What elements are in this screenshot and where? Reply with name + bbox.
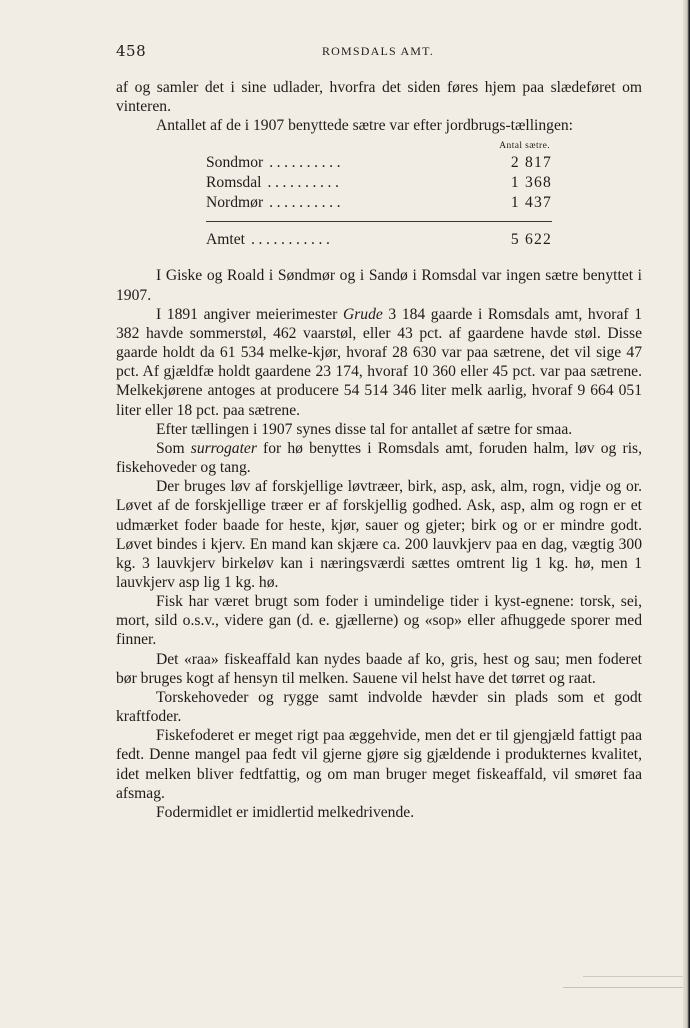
page-edge-shadow [683, 0, 690, 1028]
paragraph-fiskeaffald: Det «raa» fiskeaffald kan nydes baade af ko, gris, hest og sau; men foderet bør bruges kogt af hensyn til melken. Sauene vil helst have det tørret og raat. [116, 650, 642, 687]
row-leader: .......... [269, 194, 345, 212]
row-value: 2 817 [510, 154, 552, 172]
page-body [116, 78, 642, 822]
row-value: 1 437 [510, 194, 552, 212]
row-leader: .......... [269, 154, 345, 172]
intro-paragraph-continuation: af og samler det i sine udlader, hvorfra det siden føres hjem paa slædeføret om vinteren. [116, 79, 642, 116]
text-run: I 1891 angiver meierimester [156, 305, 343, 323]
paragraph-tallingen-1907: Efter tællingen i 1907 synes disse tal for antallet af sætre for smaa. [156, 420, 573, 438]
row-name: Nordmør [206, 194, 264, 212]
page-number: 458 [116, 42, 147, 60]
paragraph-torskehoveder: Torskehoveder og rygge samt indvolde hævder sin plads som et godt kraftfoder. [116, 688, 642, 726]
row-value: 1 368 [510, 174, 552, 192]
paragraph-giske: I Giske og Roald i Søndmør og i Sandø i Romsdal var ingen sætre benyttet i 1907. [116, 267, 642, 304]
total-leader: ........... [250, 231, 334, 249]
intro-paragraph-count: Antallet af de i 1907 benyttede sætre var efter jordbrugs-tællingen: [156, 117, 574, 135]
total-value: 5 622 [510, 231, 552, 249]
paragraph-lov: Der bruges løv af forskjellige løvtræer, birk, asp, ask, alm, rogn, vidje og or. Løvet af de forskjellige træer er af forskjellig godhed. Ask, asp, alm og rogn er et udmærket foder baade for heste, kjør, sauer og gjeter; birk og or er mindre godt. Løvet bindes i kjerv. En mand kan skjære ca. 200 lauvkjerv paa en dag, vægtig 300 kg. 3 lauvkjerv birkeløv kan i næringsværdi sættes omtrent lig 1 kg. hø, men 1 lauvkjerv asp lig 1 kg. hø. [116, 478, 642, 591]
text-run: Som [156, 439, 191, 457]
table-row [206, 193, 552, 213]
page-header [116, 42, 640, 62]
total-name: Amtet [206, 231, 245, 249]
table-row [206, 153, 552, 173]
text-run: for hø benyttes i Romsdals amt, foruden halm, løv og ris, fiskehoveder og tang. [116, 439, 642, 477]
author-name: Grude [342, 305, 383, 323]
paragraph-fisk: Fisk har været brugt som foder i umindelige tider i kyst-egnene: torsk, sei, mort, sild o.s.v., videre gan (d. e. gjællerne) og «sop» eller afhuggede sporer med finner. [116, 593, 642, 649]
text-run: 3 184 gaarde i Romsdals amt, hvoraf 1 382 havde sommerstøl, 462 vaarstøl, eller 43 pct. af gaardene havde støl. Disse gaarde holdt da 61 534 melke-kjør, hvoraf 28 630 var paa sætrene, det vil sige 47 pct. Af gjældfæ holdt gaardene 23 174, hvoraf 10 360 eller 45 pct. var paa sætrene. Melkekjørene antoges at producere 54 514 346 liter melk aarlig, hvoraf 9 664 051 liter eller 18 pct. paa sætrene. [116, 305, 642, 419]
table-row [206, 173, 552, 193]
row-name: Sondmor [206, 154, 264, 172]
page-edge-lines [563, 927, 683, 988]
paragraph-fiskefoderet: Fiskefoderet er meget rigt paa æggehvide, men det er til gjengjæld fattigt paa fedt. Denne mangel paa fedt vil gjerne gjøre sig gjældende i produkternes kvalitet, idet melken bliver fedtfattig, og om man bruger meget fiskeaffald, vil smøret faa afsmag. [116, 727, 642, 802]
table-divider [206, 221, 552, 222]
italic-term: surrogater [190, 439, 257, 457]
row-name: Romsdal [206, 174, 262, 192]
paragraph-fodermidlet: Fodermidlet er imidlertid melkedrivende. [156, 803, 415, 821]
table-total-row [206, 230, 552, 250]
paragraph-surrogater [116, 439, 642, 477]
running-title: ROMSDALS AMT. [321, 44, 435, 58]
saetre-count-table [206, 139, 552, 250]
table-column-caption: Antal sætre. [499, 141, 550, 152]
row-leader: .......... [267, 174, 343, 192]
paragraph-grude-1891 [116, 305, 642, 420]
